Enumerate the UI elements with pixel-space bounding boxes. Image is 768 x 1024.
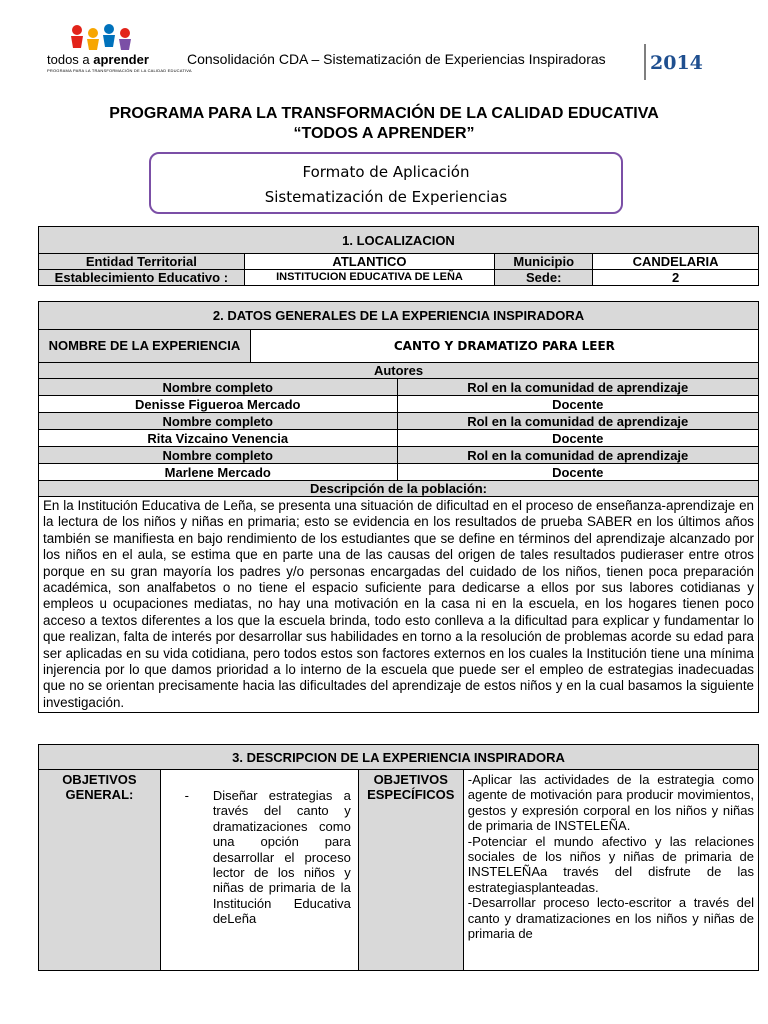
bullet: -	[184, 788, 189, 803]
program-title	[0, 104, 768, 144]
objetivo-general-text: Diseñar estrategias a través del canto y dramatizaciones como una opción para desarrollar el proceso lector de los niños y niñas de primaria de la Institución Educativa deLeña	[212, 788, 351, 927]
format-box-line2: Sistematización de Experiencias	[264, 188, 508, 206]
entidad-label: Entidad Territorial	[39, 254, 245, 270]
poblacion-label: Descripción de la población:	[39, 481, 759, 497]
author-name: Rita Vizcaino Venencia	[39, 430, 398, 447]
objetivo-especifico: -Potenciar el mundo afectivo y las relaciones sociales de los niños y niñas de primaria de INSTELEÑAa través del disfrute de las estrategiasplanteadas.	[467, 833, 754, 895]
objetivo-general-cell	[160, 770, 358, 971]
col-rol: Rol en la comunidad de aprendizaje	[397, 379, 759, 396]
sede-value: 2	[593, 270, 759, 286]
establecimiento-value: INSTITUCION EDUCATIVA DE LEÑA	[244, 270, 495, 286]
format-box-line1: Formato de Aplicación	[302, 163, 470, 181]
sede-label: Sede:	[495, 270, 593, 286]
program-title-line2: “TODOS A APRENDER”	[293, 125, 475, 142]
nombre-experiencia-value: CANTO Y DRAMATIZO PARA LEER	[250, 330, 758, 363]
author-name: Marlene Mercado	[39, 464, 398, 481]
nombre-experiencia-label: NOMBRE DE LA EXPERIENCIA	[39, 330, 251, 363]
col-nombre: Nombre completo	[39, 413, 398, 430]
section3-heading: 3. DESCRIPCION DE LA EXPERIENCIA INSPIRADORA	[39, 745, 759, 770]
datos-generales-table	[38, 301, 759, 713]
logo-wordmark: todos a aprender	[47, 52, 149, 67]
program-title-line1: PROGRAMA PARA LA TRANSFORMACIÓN DE LA CALIDAD EDUCATIVA	[109, 105, 659, 122]
format-box	[149, 152, 623, 214]
col-rol: Rol en la comunidad de aprendizaje	[397, 413, 759, 430]
section2-heading: 2. DATOS GENERALES DE LA EXPERIENCIA INSPIRADORA	[39, 302, 759, 330]
header-year: 2014	[650, 52, 703, 74]
entidad-value: ATLANTICO	[244, 254, 495, 270]
page-header	[0, 0, 768, 90]
header-title: Consolidación CDA – Sistematización de Experiencias Inspiradoras	[187, 51, 606, 67]
objetivo-especifico: -Desarrollar proceso lecto-escritor a través del canto y dramatizaciones en los niños y niñas de primaria de	[467, 895, 754, 942]
municipio-label: Municipio	[495, 254, 593, 270]
poblacion-text: En la Institución Educativa de Leña, se presenta una situación de dificultad en el proceso de enseñanza-aprendizaje en la lectura de los niños y niñas en primaria; esto se evidencia en los resultados de prueba SABER en los últimos años también se manifiesta en bajo rendimiento de los estudiantes que se define en términos del aprendizaje alcanzado por los niños en el aula, se estima que en parte una de las causas del origen de tales resultados pudieraser entre otros porque en su gran mayoría los padres y/o personas encargadas del cuidado de los niños, tienen poca preparación académica, son analfabetos o no tiene el espacio suficiente para dedicarse a ellos por sus labores cotidianas y empleos u ocupaciones mediatas, no hay una motivación en la casa ni en la escuela, en los hogares tienen poco acceso a textos diferentes a los que la escuela brinda, todo esto conlleva a la dificultad para explicar y fundamentar lo que realizan, falta de interés por desarrollar sus habilidades en torno a la resolución de problemas acorde su edad para ser aplicadas en su vida cotidiana, pero todos estos son factores externos en los cuales la Institución tiene una mínima injerencia por lo que damos prioridad a lo interno de la escuela que puede ser el empleo de estrategias inadecuadas que no se orientan precisamente hacia las dificultades del aprendizaje de estos niños y en la cual basamos la siguiente investigación.	[39, 497, 759, 713]
descripcion-table	[38, 744, 759, 971]
col-rol: Rol en la comunidad de aprendizaje	[397, 447, 759, 464]
objetivos-general-label: OBJETIVOS GENERAL:	[39, 770, 161, 971]
header-divider	[644, 44, 646, 80]
municipio-value: CANDELARIA	[593, 254, 759, 270]
author-role: Docente	[397, 396, 759, 413]
objetivo-especifico: -Aplicar las actividades de la estrategia como agente de motivación para producir movimientos, gestos y expresión corporal en los niños y niñas de primaria de INSTELEÑA.	[467, 772, 754, 834]
objetivos-especificos-cell	[463, 770, 758, 971]
col-nombre: Nombre completo	[39, 379, 398, 396]
objetivos-especificos-label: OBJETIVOS ESPECÍFICOS	[358, 770, 463, 971]
col-nombre: Nombre completo	[39, 447, 398, 464]
author-name: Denisse Figueroa Mercado	[39, 396, 398, 413]
autores-label: Autores	[39, 363, 759, 379]
localizacion-table	[38, 226, 759, 286]
author-role: Docente	[397, 464, 759, 481]
establecimiento-label: Establecimiento Educativo :	[39, 270, 245, 286]
section1-heading: 1. LOCALIZACION	[39, 227, 759, 254]
author-role: Docente	[397, 430, 759, 447]
logo-subtext: PROGRAMA PARA LA TRANSFORMACIÓN DE LA CALIDAD EDUCATIVA	[47, 68, 192, 73]
